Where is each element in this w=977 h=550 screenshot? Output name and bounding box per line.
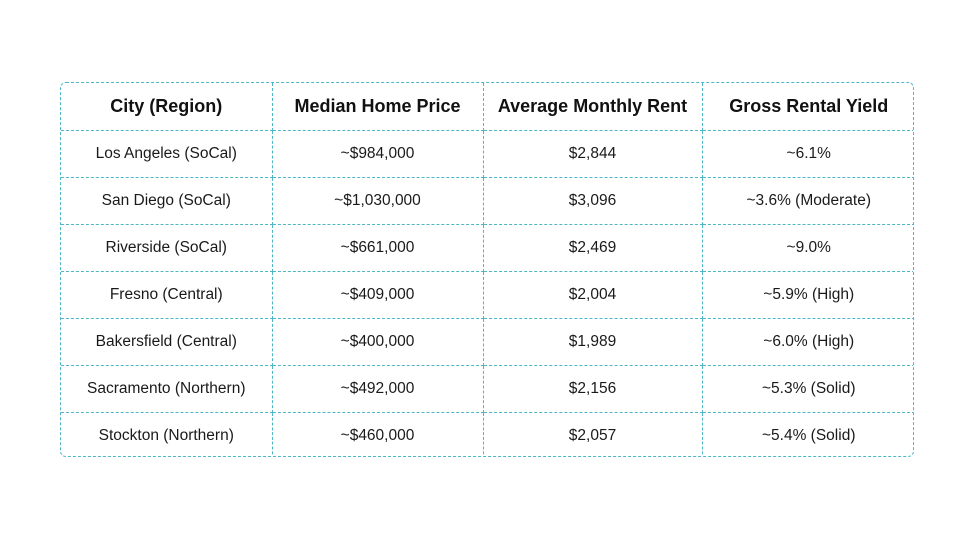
cell-median-home-price: ~$984,000 — [272, 131, 483, 178]
rental-yield-table — [61, 83, 914, 457]
cell-city: Bakersfield (Central) — [61, 319, 272, 366]
cell-average-monthly-rent: $2,156 — [483, 366, 702, 413]
cell-median-home-price: ~$1,030,000 — [272, 178, 483, 225]
table-row — [61, 225, 914, 272]
cell-city: Riverside (SoCal) — [61, 225, 272, 272]
cell-average-monthly-rent: $2,057 — [483, 413, 702, 458]
cell-average-monthly-rent: $3,096 — [483, 178, 702, 225]
cell-average-monthly-rent: $1,989 — [483, 319, 702, 366]
cell-city: Fresno (Central) — [61, 272, 272, 319]
cell-average-monthly-rent: $2,844 — [483, 131, 702, 178]
cell-gross-rental-yield: ~5.4% (Solid) — [702, 413, 914, 458]
cell-average-monthly-rent: $2,469 — [483, 225, 702, 272]
cell-median-home-price: ~$460,000 — [272, 413, 483, 458]
cell-gross-rental-yield: ~5.3% (Solid) — [702, 366, 914, 413]
cell-city: Sacramento (Northern) — [61, 366, 272, 413]
table-row — [61, 319, 914, 366]
column-header-city: City (Region) — [61, 83, 272, 131]
table-header-row — [61, 83, 914, 131]
cell-gross-rental-yield: ~3.6% (Moderate) — [702, 178, 914, 225]
data-table-container — [60, 82, 914, 457]
cell-city: Stockton (Northern) — [61, 413, 272, 458]
cell-average-monthly-rent: $2,004 — [483, 272, 702, 319]
table-row — [61, 178, 914, 225]
cell-city: San Diego (SoCal) — [61, 178, 272, 225]
table-row — [61, 413, 914, 458]
cell-gross-rental-yield: ~9.0% — [702, 225, 914, 272]
column-header-average-monthly-rent: Average Monthly Rent — [483, 83, 702, 131]
cell-city: Los Angeles (SoCal) — [61, 131, 272, 178]
table-row — [61, 272, 914, 319]
cell-median-home-price: ~$492,000 — [272, 366, 483, 413]
column-header-gross-rental-yield: Gross Rental Yield — [702, 83, 914, 131]
table-row — [61, 131, 914, 178]
cell-median-home-price: ~$409,000 — [272, 272, 483, 319]
cell-gross-rental-yield: ~5.9% (High) — [702, 272, 914, 319]
cell-gross-rental-yield: ~6.0% (High) — [702, 319, 914, 366]
cell-median-home-price: ~$400,000 — [272, 319, 483, 366]
column-header-median-home-price: Median Home Price — [272, 83, 483, 131]
cell-gross-rental-yield: ~6.1% — [702, 131, 914, 178]
table-row — [61, 366, 914, 413]
cell-median-home-price: ~$661,000 — [272, 225, 483, 272]
